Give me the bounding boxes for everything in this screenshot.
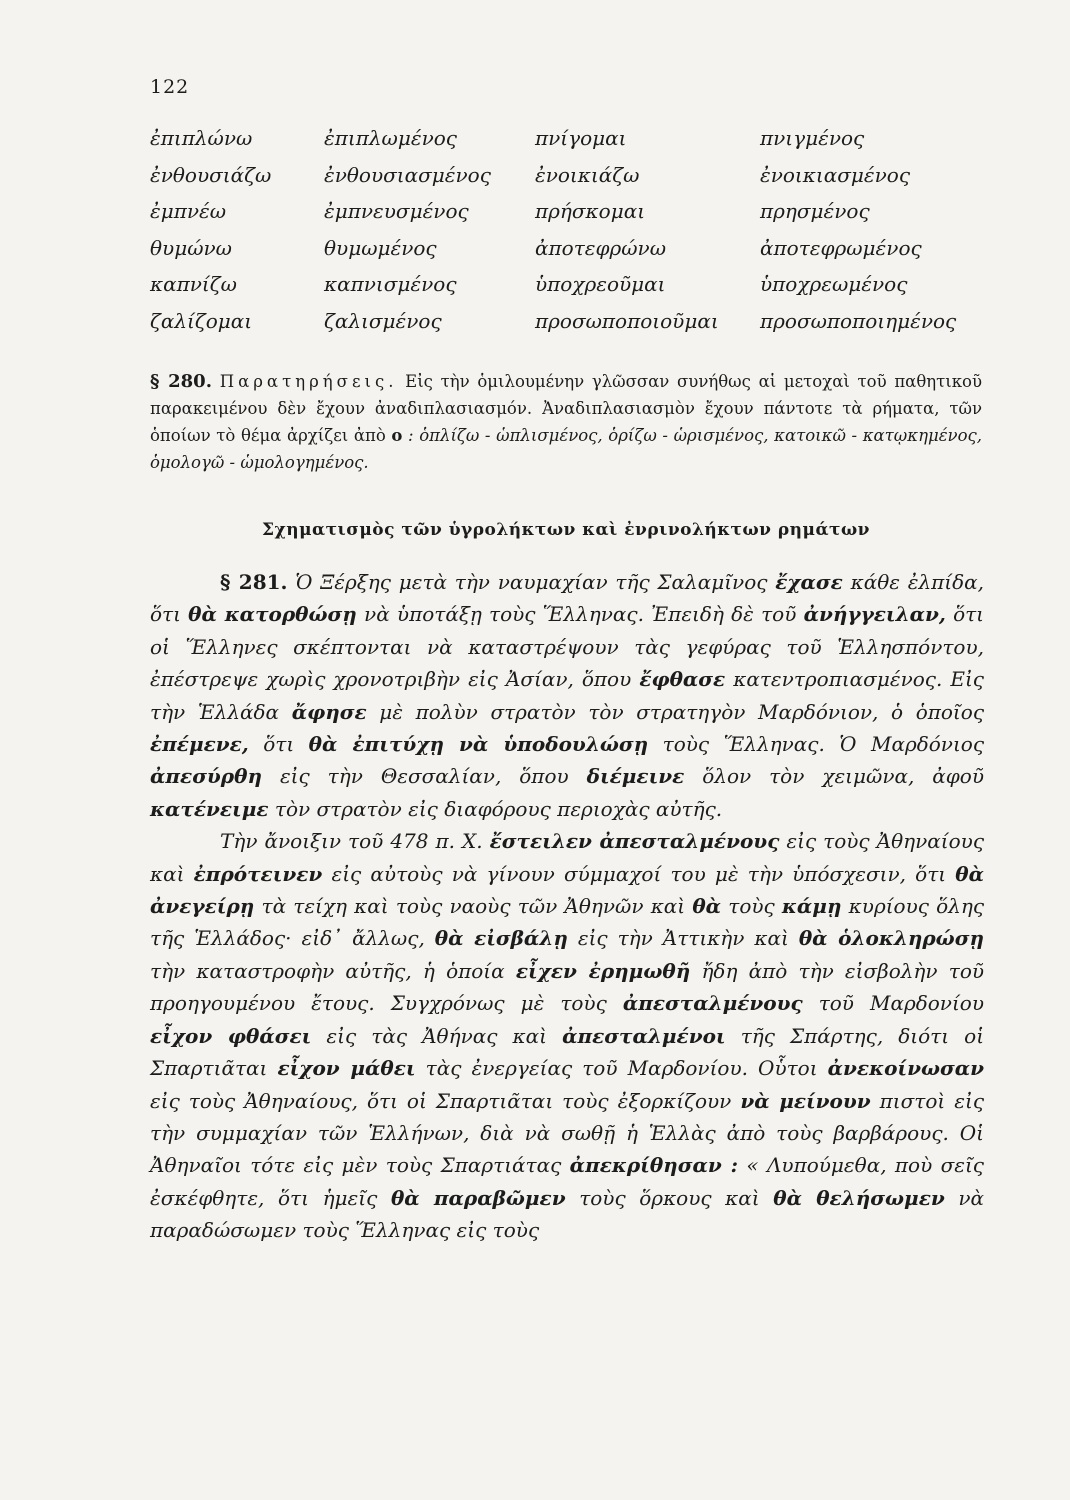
text-run: νὰ παραδώσωμεν τοὺς Ἕλληνας εἰς τοὺς <box>150 1185 985 1243</box>
bold-verb: ἔχασε <box>775 570 843 594</box>
text-run: κάθε ἐλπίδα, ὅτι <box>150 570 985 627</box>
verb-cell: προσωποποιοῦμαι <box>535 308 719 333</box>
verb-cell: πρήσκομαι <box>535 199 646 223</box>
bold-verb: ἀπεσταλμένους <box>622 991 803 1016</box>
bold-verb: θὰ θελήσωμεν <box>773 1185 945 1210</box>
text-run: « Λυπούμεθα, ποὺ σεῖς ἐσκέφθητε, ὅτι ἡμεῖς <box>150 1153 985 1210</box>
verb-cell: ἀποτεφρώνω <box>535 235 667 260</box>
table-row <box>150 163 980 200</box>
text-run: εἰς τὴν Ἀττικὴν καὶ <box>577 926 789 951</box>
text-run: Ὁ Ξέρξης μετὰ τὴν ναυμαχίαν τῆς Σαλαμῖνος <box>295 570 768 594</box>
verb-participle-table <box>150 126 980 345</box>
bold-verb: θὰ ὁλοκληρώσῃ <box>798 926 985 951</box>
bold-verb: νὰ μείνουν <box>740 1088 871 1113</box>
note-examples: : ὁπλίζω - ὡπλισμένος, ὁρίζω - ὡρισμένος, κατοικῶ - κατῳκημένος, ὁμολογῶ - ὡμολογημένος. <box>150 426 982 472</box>
participle-cell: θυμωμένος <box>324 235 437 260</box>
paragraph-281 <box>150 566 984 825</box>
text-run: τὰ τείχη καὶ τοὺς ναοὺς τῶν Ἀθηνῶν καὶ <box>261 894 686 919</box>
participle-cell: καπνισμένος <box>324 272 457 296</box>
text-run: ὅτι οἱ Ἕλληνες σκέπτονται νὰ καταστρέψουν τὰς γεφύρας τοῦ Ἑλλησπόντου, ἐπέστρεψε χωρὶς χρονοτριβὴν εἰς Ἀσίαν, ὅπου <box>150 602 985 692</box>
verb-cell: θυμώνω <box>150 235 232 260</box>
bold-verb: θὰ <box>692 894 722 919</box>
text-run: τοὺς ὅρκους καὶ <box>579 1185 760 1210</box>
bold-verb: κατένειμε <box>150 796 269 821</box>
bold-verb: θὰ παραβῶμεν <box>390 1185 566 1210</box>
verb-cell: ἐνθουσιάζω <box>150 162 272 187</box>
participle-cell: πρησμένος <box>760 199 870 223</box>
participle-cell: ζαλισμένος <box>324 308 442 333</box>
bold-verb: διέμεινε <box>586 764 685 789</box>
participle-cell: ἐνοικιασμένος <box>760 162 911 187</box>
participle-cell: ἐπιπλωμένος <box>324 126 457 150</box>
bold-verb: ἀνήγγειλαν, <box>803 602 946 627</box>
bold-verb: ἀπεσταλμένοι <box>562 1023 726 1048</box>
bold-verb: εἶχον μάθει <box>277 1056 416 1081</box>
text-run: πιστοὶ εἰς τὴν συμμαχίαν τῶν Ἑλλήνων, διὰ νὰ σωθῇ ἡ Ἑλλὰς ἀπὸ τοὺς βαρβάρους. Οἱ Ἀθηναῖοι τότε εἰς μὲν τοὺς Σπαρτιάτας <box>150 1088 985 1178</box>
verb-cell: ὑποχρεοῦμαι <box>535 272 666 296</box>
bold-verb: κάμῃ <box>781 894 842 919</box>
bold-verb: ἐπέμενε, <box>150 732 249 757</box>
paragraph-2 <box>150 825 984 1246</box>
text-run: τοὺς <box>728 894 775 919</box>
bold-verb: εἶχεν ἐρημωθῆ <box>515 958 691 983</box>
bold-verb: ἀπεσύρθη <box>150 764 262 789</box>
text-run: τὸν στρατὸν εἰς διαφόρους περιοχὰς αὐτῆς. <box>274 796 723 821</box>
participle-cell: πνιγμένος <box>760 126 865 150</box>
verb-cell: ἐμπνέω <box>150 199 227 223</box>
text-run: κατεντροπιασμένος. Εἰς τὴν Ἑλλάδα <box>150 667 985 724</box>
bold-verb: ἀπεκρίθησαν : <box>569 1153 739 1178</box>
text-run: ὅλον τὸν χειμῶνα, ἀφοῦ <box>702 764 985 789</box>
text-run: τῆς Σπάρτης, διότι οἱ Σπαρτιᾶται <box>150 1023 985 1081</box>
bold-verb: θὰ εἰσβάλῃ <box>434 926 568 951</box>
text-run: τὰς ἐνεργείας τοῦ Μαρδονίου. Οὗτοι <box>425 1056 818 1081</box>
text-run: εἰς τὰς Ἀθήνας καὶ <box>326 1023 547 1048</box>
text-run: τοὺς Ἕλληνας. Ὁ Μαρδόνιος <box>662 732 985 757</box>
participle-cell: προσωποποιημένος <box>760 308 957 333</box>
text-run: νὰ ὑποτάξῃ τοὺς Ἕλληνας. Ἐπειδὴ δὲ τοῦ <box>364 602 797 627</box>
page-number: 122 <box>150 76 190 98</box>
note-text: Εἰς τὴν ὁμιλουμένην γλῶσσαν συνήθως αἱ μετοχαὶ τοῦ παθητικοῦ παρακειμένου δὲν ἔχουν ἀναδιπλασιασμόν. Ἀναδιπλασιασμὸν ἔχουν πάντοτε τὰ ρήματα, τῶν ὁποίων τὸ θέμα ἀρχίζει ἀπὸ <box>150 372 983 445</box>
note-title: Παρατηρήσεις. <box>219 372 398 391</box>
section-number: § 280. <box>150 371 212 392</box>
text-run: τὴν καταστροφὴν αὐτῆς, ἡ ὁποία <box>150 958 505 983</box>
bold-verb: θὰ ἀνεγείρῃ <box>150 861 985 919</box>
table-row <box>150 272 980 309</box>
bold-verb: θὰ ἐπιτύχῃ νὰ ὑποδουλώσῃ <box>308 732 649 757</box>
text-run: Τὴν ἄνοιξιν τοῦ 478 π. Χ. <box>220 829 483 854</box>
verb-cell: ζαλίζομαι <box>150 308 253 333</box>
section-number: § 281. <box>220 570 288 594</box>
table-row <box>150 236 980 273</box>
bold-verb: ἀνεκοίνωσαν <box>827 1056 985 1081</box>
verb-cell: καπνίζω <box>150 272 237 296</box>
bold-verb: ἔφθασε <box>639 667 726 692</box>
bold-verb: ἄφησε <box>291 699 367 724</box>
bold-verb: ἔστειλεν ἀπεσταλμένους <box>489 829 780 854</box>
table-row <box>150 199 980 236</box>
text-run: τοῦ Μαρδονίου <box>818 991 984 1016</box>
text-run: μὲ πολὺν στρατὸν τὸν στρατηγὸν Μαρδόνιον, ὁ ὁποῖος <box>379 699 985 724</box>
text-run: ἤδη ἀπὸ τὴν εἰσβολὴν τοῦ προηγουμένου ἔτους. Συγχρόνως μὲ τοὺς <box>150 958 985 1016</box>
text-run: ὅτι <box>263 732 295 757</box>
participle-cell: ἐμπνευσμένος <box>324 199 469 223</box>
text-run: εἰς τοὺς Ἀθηναίους καὶ <box>150 829 985 886</box>
text-run: εἰς τοὺς Ἀθηναίους, ὅτι οἱ Σπαρτιᾶται τοὺς ἐξορκίζουν <box>150 1088 732 1113</box>
table-row <box>150 126 980 163</box>
section-heading: Σχηματισμὸς τῶν ὑγρολήκτων καὶ ἐνρινολήκτων ρημάτων <box>262 520 870 540</box>
verb-cell: πνίγομαι <box>535 126 627 150</box>
table-row <box>150 309 980 346</box>
verb-cell: ἐνοικιάζω <box>535 162 640 187</box>
bold-verb: θὰ κατορθώσῃ <box>188 602 357 627</box>
participle-cell: ὑποχρεωμένος <box>760 272 908 296</box>
text-run: κυρίους ὅλης τῆς Ἑλλάδος· εἰδ᾽ ἄλλως, <box>150 894 985 951</box>
text-run: εἰς τὴν Θεσσαλίαν, ὅπου <box>279 764 569 789</box>
bold-verb: ἐπρότεινεν <box>193 861 323 886</box>
participle-cell: ἐνθουσιασμένος <box>324 162 491 187</box>
note-letter: ο <box>391 426 403 445</box>
participle-cell: ἀποτεφρωμένος <box>760 235 922 260</box>
text-run: εἰς αὐτοὺς νὰ γίνουν σύμμαχοί του μὲ τὴν ὑπόσχεσιν, ὅτι <box>331 861 947 886</box>
bold-verb: εἶχον φθάσει <box>150 1023 312 1048</box>
main-text <box>150 566 984 1247</box>
verb-cell: ἐπιπλώνω <box>150 126 253 150</box>
observations-note <box>150 368 982 476</box>
